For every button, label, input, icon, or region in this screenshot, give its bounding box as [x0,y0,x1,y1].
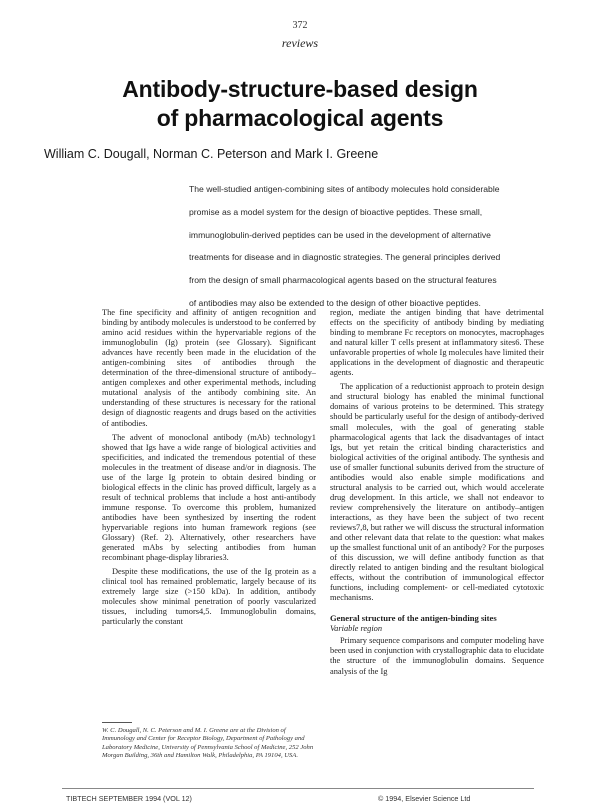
body-paragraph: Despite these modifications, the use of the Ig protein as a clinical tool has remained problematic, largely because of its extremely large size (>150 kDa). In addition, antibody molecules show minimal penetration of poorly vascularized tissues, including tumors4,5. Immunoglobulin domains, particularly the constant [102,567,316,627]
section-label: reviews [281,36,319,50]
copyright-notice: © 1994, Elsevier Science Ltd [378,794,471,803]
section-subheading: Variable region [330,624,383,634]
footnote-divider [102,722,132,723]
author-affiliation-footnote: W. C. Dougall, N. C. Peterson and M. I. Greene are at the Division of Immunology and Center for Receptor Biology, Department of Pathology and Laboratory Medicine, University of Pennsylvania School of Medicine, 252 John Morgan Building, 36th and Hamilton Walk, Philadelphia, PA 19104, USA. [102,727,314,760]
body-column-right [330,308,544,677]
article-title [0,75,600,133]
title-line-1: Antibody-structure-based design [122,76,478,102]
author-list: William C. Dougall, Norman C. Peterson and Mark I. Greene [44,147,379,161]
abstract-line: from the design of small pharmacological agents based on the structural features [189,275,497,286]
page-number: 372 [292,20,308,31]
abstract-line: treatments for disease and in diagnostic strategies. The general principles derived [189,252,501,263]
abstract-line: The well-studied antigen-combining sites of antibody molecules hold considerable [189,184,500,194]
body-paragraph: Primary sequence comparisons and computer modeling have been used in conjunction with crystallographic data to elucidate the structure of the immunoglobulin domains. Sequence analysis of the Ig [330,636,544,676]
abstract-line: of antibodies may also be extended to the design of other bioactive peptides. [189,297,481,308]
body-paragraph: The advent of monoclonal antibody (mAb) technology1 showed that Igs have a wide range of biological activities and specificities, and indicated the tremendous potential of these molecules in the treatment of disease and/or in diagnosis. The use of the large Ig protein to obtain desired binding or biological effects in the clinic has proved difficult, largely as a result of technical problems that include a host anti-antibody immune response. To overcome this problem, humanized antibodies have been synthesized by inserting the rodent hypervariable regions into human framework regions (see Glossary) (Ref. 2). Alternatively, other researchers have generated mAbs by selecting antibodies from human recombinant phage-display libraries3. [102,432,316,563]
abstract [189,178,589,315]
body-paragraph: The application of a reductionist approach to protein design and structural biology has enabled the minimal functional domains of various proteins to be determined. This strategy should be particularly useful for the design of antibody-derived small molecules, with the goal of generating stable pharmacological agents that lack the disadvantages of intact Igs, but yet retain the critical binding characteristics and biological activities of the original antibody. The synthesis and use of smaller functional subunits derived from the structure of antibodies would also enable simple modifications and structural analysis to be carried out, which would accelerate drug development. In this article, we shall not endeavor to review comprehensively the literature on antibody–antigen interactions, as they have been the subject of two recent reviews7,8, but rather we will discuss the structural information and other relevant data that relate to the question: what makes up the smallest functional unit of an antibody? For the purposes of this discussion, we will define antibody function as that directly related to antigen binding and the resultant biological effects, without the contribution of immunological effector functions, including complement- or cell-mediated cytotoxic mechanisms. [330,382,544,603]
journal-citation: TIBTECH SEPTEMBER 1994 (VOL 12) [66,794,192,803]
body-column-left [102,308,316,627]
footer-divider [62,788,534,789]
section-heading: General structure of the antigen-binding sites [330,613,497,624]
body-paragraph: The fine specificity and affinity of antigen recognition and binding by antibody molecules is understood to be conferred by amino acid residues within the hypervariable regions of the immunoglobulin (Ig) protein (see Glossary). Significant advances have recently been made in the elucidation of the antigen-combining sites of antibodies through the determination of the three-dimensional structure of antibody–antigen complexes and other experimental methods, including mutational analysis of the antibody combining site. An understanding of these structures is necessary for the rational design of diagnostic reagents and drugs based on the activities of antibodies. [102,308,316,428]
body-paragraph: region, mediate the antigen binding that have detrimental effects on the specificity of antibody binding by mediating binding to membrane Fc receptors on monocytes, macrophages and natural killer T cells present at inflammatory sites6. These unfavorable properties of whole Ig molecules have limited their applications in the development of diagnostic and therapeutic agents. [330,308,544,378]
abstract-line: immunoglobulin-derived peptides can be used in the development of alternative [189,229,491,240]
title-line-2: of pharmacological agents [156,105,444,131]
abstract-line: promise as a model system for the design of bioactive peptides. These small, [189,206,483,217]
